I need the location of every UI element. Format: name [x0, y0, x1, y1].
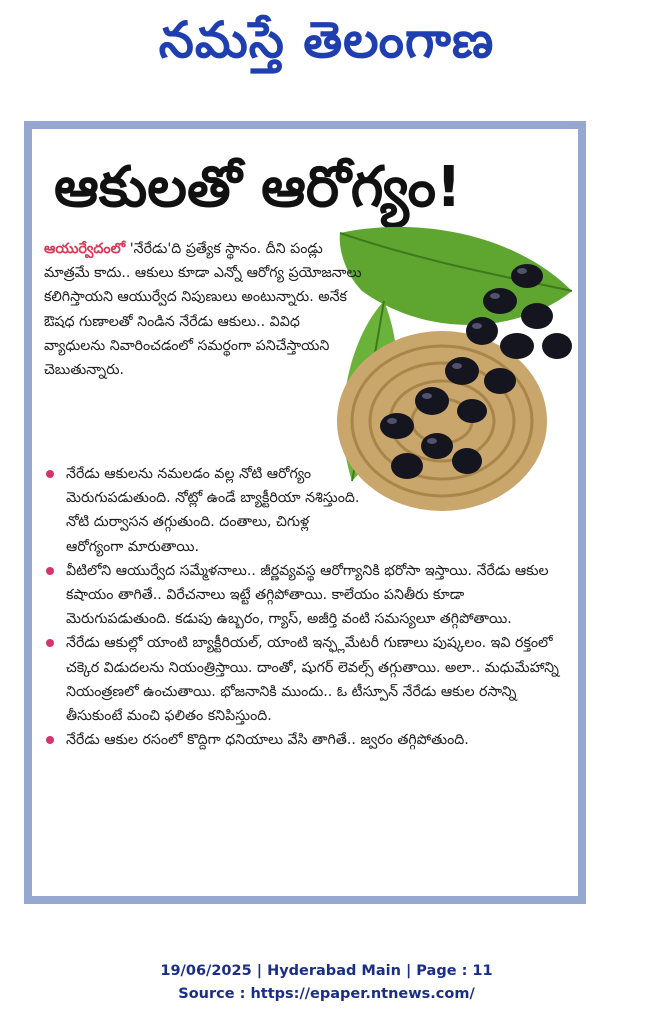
intro-lead-word: ఆయుర్వేదంలో: [44, 241, 126, 257]
article-box: [32, 129, 578, 896]
bullet-text: వీటిలోని ఆయుర్వేద సమ్మేళనాలు.. జీర్ణవ్యవస్థ ఆరోగ్యానికి భరోసా ఇస్తాయి. నేరేడు ఆకుల కషాయం తాగితే.. విరేచనాలు ఇట్టే తగ్గిపోతాయి. కాలేయం పనితీరు కూడా మెరుగుపడుతుంది. కడుపు ఉబ్బరం, గ్యాస్, అజీర్తి వంటి సమస్యలూ తగ్గిపోతాయి.: [66, 562, 549, 628]
footer-edition-info: 19/06/2025 | Hyderabad Main | Page : 11: [160, 963, 493, 979]
bullet-text: నేరేడు ఆకుల్లో యాంటి బ్యాక్టీరియల్, యాంటి ఇన్ఫ్లమేటరీ గుణాలు పుష్కలం. ఇవి రక్తంలో చక్కెర విడుదలను నియంత్రిస్తాయి. దాంతో, షుగర్ లెవల్స్ తగ్గుతాయి. అలా.. మధుమేహాన్ని నియంత్రణలో ఉంచుతాయి. భోజనానికి ముందు.. ఓ టీస్పూన్ నేరేడు ఆకుల రసాన్ని తీసుకుంటే మంచి ఫలితం కనిపిస్తుంది.: [66, 635, 559, 725]
intro-text: 'నేరేడు'ది ప్రత్యేక స్థానం. దీని పండ్లు మాత్రమే కాదు.. ఆకులు కూడా ఎన్నో ఆరోగ్య ప్రయోజనాలు కలిగిస్తాయని ఆయుర్వేద నిపుణులు అంటున్నారు. అనేక ఔషధ గుణాలతో నిండిన నేరేడు ఆకులు.. వివిధ వ్యాధులను నివారించడంలో సమర్థంగా పనిచేస్తాయని చెబుతున్నారు.: [44, 241, 362, 379]
bullet-item: [44, 631, 564, 728]
page-footer: [0, 960, 653, 1006]
article-headline: ఆకులతో ఆరోగ్యం!: [54, 155, 462, 220]
bullet-dot-icon: [46, 567, 54, 575]
bullet-dot-icon: [46, 470, 54, 478]
bullet-item: [44, 559, 564, 632]
bullet-text: నేరేడు ఆకులను నమలడం వల్ల నోటి ఆరోగ్యం మెరుగుపడుతుంది. నోట్లో ఉండే బ్యాక్టీరియా నశిస్తుంది. నోటి దుర్వాసన తగ్గుతుంది. దంతాలు, చిగుళ్ల ఆరోగ్యంగా మారుతాయి.: [66, 466, 360, 555]
bullet-dot-icon: [46, 736, 54, 744]
bullet-item: [44, 728, 564, 752]
footer-source-link[interactable]: Source : https://epaper.ntnews.com/: [178, 986, 475, 1002]
article-bullet-list: [44, 462, 564, 752]
bullet-text: నేరేడు ఆకుల రసంలో కొద్దిగా ధనియాలు వేసి తాగితే.. జ్వరం తగ్గిపోతుంది.: [66, 732, 469, 749]
newspaper-masthead: నమస్తే తెలంగాణ: [158, 11, 495, 69]
bullet-item: [44, 462, 366, 559]
article-intro: [44, 237, 362, 382]
bullet-dot-icon: [46, 639, 54, 647]
